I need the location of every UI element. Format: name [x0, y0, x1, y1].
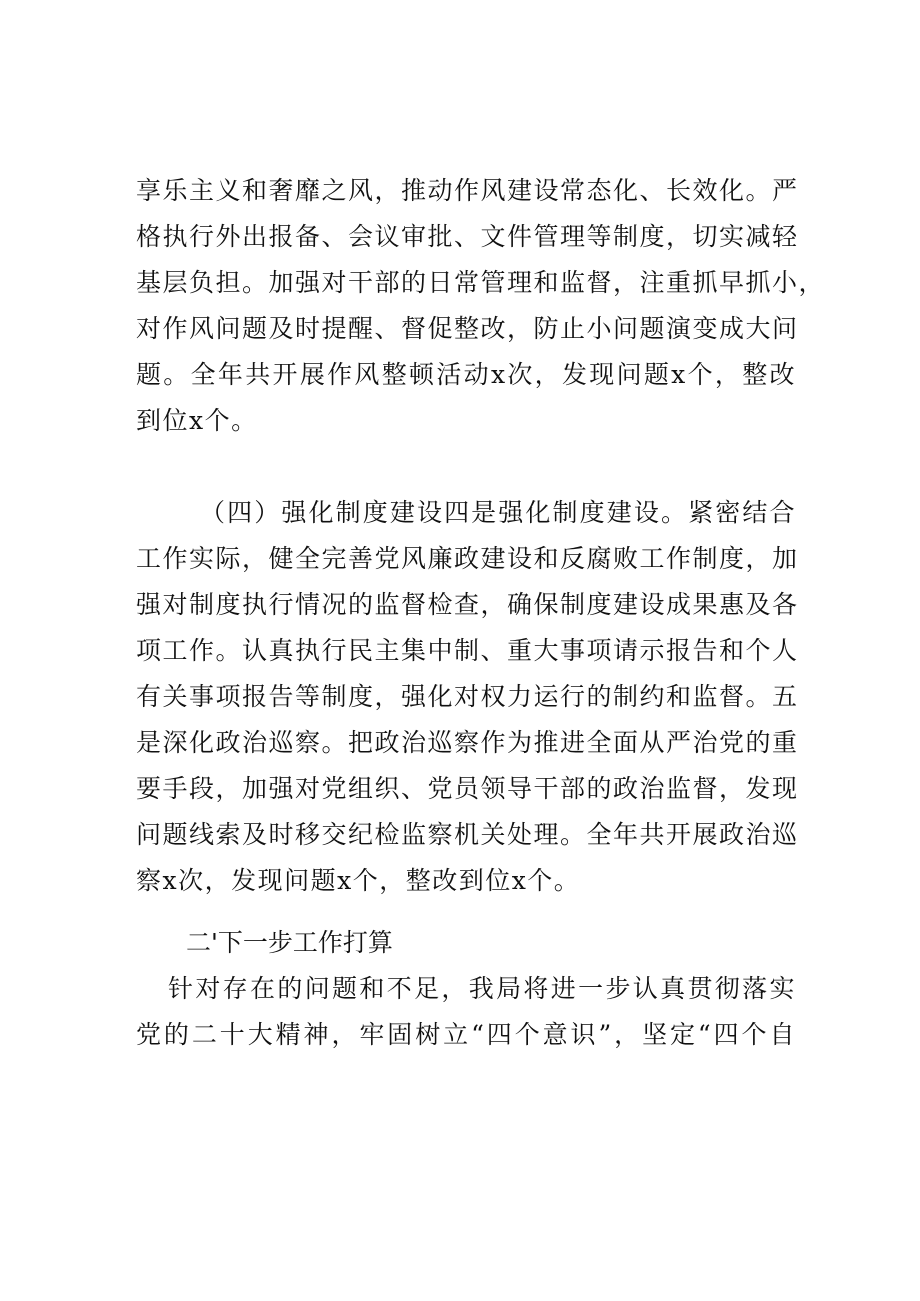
- section-heading: 二'下一步工作打算: [186, 928, 393, 957]
- text-line: 工作实际，健全完善党风廉政建设和反腐败工作制度，加: [136, 544, 799, 573]
- text-line: 要手段，加强对党组织、党员领导干部的政治监督，发现: [136, 774, 799, 803]
- text-line: 强对制度执行情况的监督检查，确保制度建设成果惠及各: [136, 590, 799, 619]
- text-line: 察x次，发现问题x个，整改到位x个。: [136, 866, 581, 895]
- paragraph-style-building: [136, 168, 826, 444]
- text-line: 针对存在的问题和不足，我局将进一步认真贯彻落实: [168, 974, 796, 1003]
- text-line: 题。全年共开展作风整顿活动x次，发现问题x个，整改: [136, 360, 796, 389]
- text-line: （四）强化制度建设四是强化制度建设。紧密结合: [200, 498, 796, 527]
- text-line: 是深化政治巡察。把政治巡察作为推进全面从严治党的重: [136, 728, 799, 757]
- text-line: 享乐主义和奢靡之风，推动作风建设常态化、长效化。严: [136, 176, 799, 205]
- text-line: 格执行外出报备、会议审批、文件管理等制度，切实减轻: [136, 222, 799, 251]
- text-line: 到位x个。: [136, 406, 258, 435]
- paragraph-system-building: [136, 490, 799, 904]
- paragraph-next-steps: [136, 966, 796, 1058]
- text-line: 有关事项报告等制度，强化对权力运行的制约和监督。五: [136, 682, 799, 711]
- text-line: 基层负担。加强对干部的日常管理和监督，注重抓早抓小，: [136, 268, 826, 297]
- text-line: 党的二十大精神，牢固树立“四个意识”，坚定“四个自: [136, 1020, 796, 1049]
- text-line: 对作风问题及时提醒、督促整改，防止小问题演变成大问: [136, 314, 799, 343]
- text-line: 问题线索及时移交纪检监察机关处理。全年共开展政治巡: [136, 820, 799, 849]
- text-line: 项工作。认真执行民主集中制、重大事项请示报告和个人: [136, 636, 799, 665]
